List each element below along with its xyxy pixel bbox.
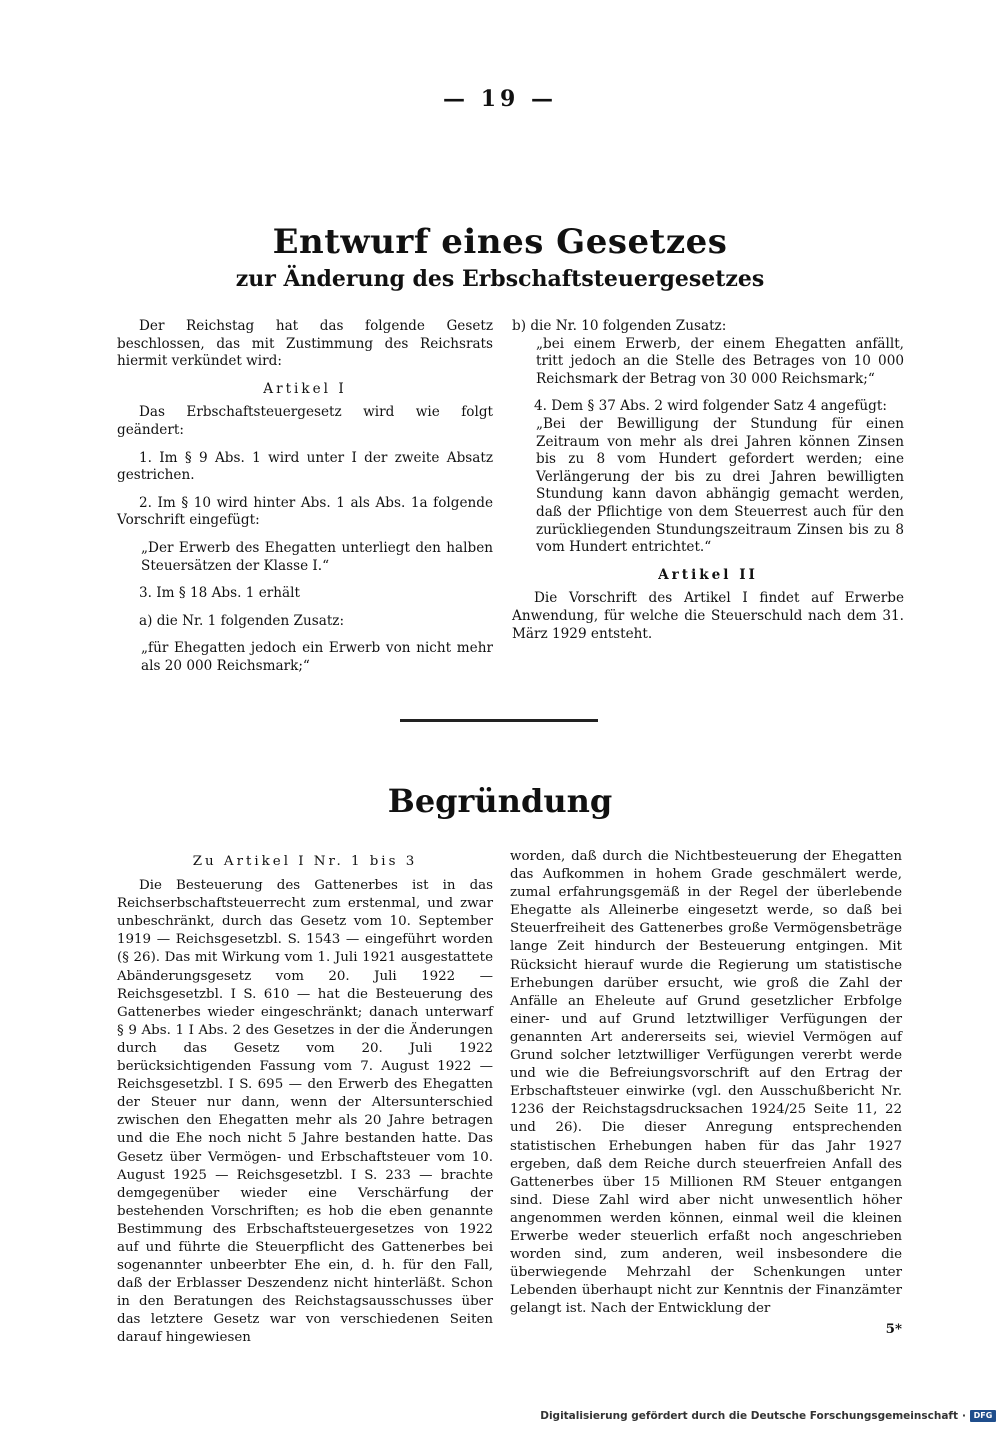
article-1-item-2-quote: „Der Erwerb des Ehegatten unterliegt den halben Steuersätzen der Klasse I.“ bbox=[141, 539, 493, 574]
section-divider bbox=[400, 719, 598, 722]
article-1-item-3a: a) die Nr. 1 folgenden Zusatz: bbox=[139, 612, 345, 629]
dfg-logo-icon: DFG bbox=[970, 1410, 996, 1422]
section-title: Begründung bbox=[387, 782, 613, 820]
draft-right-column bbox=[512, 318, 904, 643]
footer-text: Digitalisierung gefördert durch die Deutsche Forschungsgemeinschaft bbox=[540, 1410, 958, 1422]
article-2-heading: Artikel II bbox=[658, 566, 758, 583]
sheet-signature: 5* bbox=[885, 1321, 902, 1338]
article-1-item-3a-quote: „für Ehegatten jedoch ein Erwerb von nicht mehr als 20 000 Reichsmark;“ bbox=[141, 640, 493, 674]
article-1-item-3b-quote: „bei einem Erwerb, der einem Ehegatten anfällt, tritt jedoch an die Stelle des Betrages von 10 000 Reichsmark der Betrag von 30 000 Reichsmark;“ bbox=[536, 335, 904, 387]
reasoning-text-left: Die Besteuerung des Gattenerbes ist in das Reichserbschaftsteuerrecht zum erstenmal, und zwar unbeschränkt, durch das Gesetz vom 10. September 1919 — Reichsgesetzbl. S. 1543 — eingeführt worden (§ 26). Das mit Wirkung vom 1. Juli 1921 ausgestattete Abänderungsgesetz vom 20. Juli 1922 — Reichsgesetzbl. I S. 610 — hat die Besteuerung des Gattenerbes wieder eingeschränkt; danach unterwarf § 9 Abs. 1 I Abs. 2 des Gesetzes in der die Änderungen durch das Gesetz vom 20. Juli 1922 berücksichtigenden Fassung vom 7. August 1922 — Reichsgesetzbl. I S. 695 — den Erwerb des Ehegatten der Steuer nur dann, wenn der Altersunterschied zwischen den Ehegatten mehr als 20 Jahre betragen und die Ehe noch nicht 5 Jahre bestanden hatte. Das Gesetz über Vermögen- und Erbschaftsteuer vom 10. August 1925 — Reichsgesetzbl. I S. 233 — brachte demgegenüber wieder eine Verschärfung der bestehenden Vorschriften; es hob die eben genannte Bestimmung des Erbschaftsteuergesetzes von 1922 auf und führte die Steuerpflicht des Gattenerbes bei sogenannter unbeerbter Ehe ein, d. h. für den Fall, daß der Erblasser Deszendenz nicht hinterläßt. Schon in den Beratungen des Reichstagsausschusses über das letztere Gesetz war von verschiedenen Seiten darauf hingewiesen bbox=[117, 878, 493, 1346]
article-1-intro: Das Erbschaftsteuergesetz wird wie folgt geändert: bbox=[117, 404, 493, 438]
article-2-text: Die Vorschrift des Artikel I findet auf Erwerbe Anwendung, für welche die Steuerschuld nach dem 31. März 1929 entsteht. bbox=[512, 590, 904, 642]
article-1-item-1: 1. Im § 9 Abs. 1 wird unter I der zweite Absatz gestrichen. bbox=[117, 449, 493, 484]
reasoning-heading: Zu Artikel I Nr. 1 bis 3 bbox=[192, 854, 418, 869]
document-title: Entwurf eines Gesetzes bbox=[272, 222, 728, 262]
article-1-heading: Artikel I bbox=[263, 380, 347, 397]
document-subtitle: zur Änderung des Erbschaftsteuergesetzes bbox=[235, 266, 765, 292]
article-1-item-3: 3. Im § 18 Abs. 1 erhält bbox=[139, 585, 300, 602]
digitization-footer: Digitalisierung gefördert durch die Deutsche Forschungsgemeinschaft · DFG bbox=[540, 1410, 996, 1422]
page-number: — 19 — bbox=[443, 86, 557, 112]
enactment-clause: Der Reichstag hat das folgende Gesetz beschlossen, das mit Zustimmung des Reichsrats hiermit verkündet wird: bbox=[117, 318, 493, 370]
reasoning-text-right: worden, daß durch die Nichtbesteuerung der Ehegatten das Aufkommen in hohem Grade geschmälert werde, zumal erfahrungsgemäß in der Regel der überlebende Ehegatte als Alleinerbe eingesetzt werde, so daß bei Steuerfreiheit des Gattenerbes große Vermögensbeträge lange Zeit hindurch der Besteuerung entgingen. Mit Rücksicht hierauf wurde die Regierung um statistische Erhebungen darüber ersucht, wie groß die Zahl der Anfälle an Eheleute auf Grund gesetzlicher Erbfolge einer- und auf Grund letztwilliger Verfügungen der genannten Art andererseits sei, wieviel Vermögen auf Grund solcher letztwilliger Verfügungen vererbt werde und wie die Befreiungsvorschrift auf den Ertrag der Erbschaftsteuer einwirke (vgl. den Ausschußbericht Nr. 1236 der Reichstagsdrucksachen 1924/25 Seite 11, 22 und 26). Die dieser Anregung entsprechenden statistischen Erhebungen haben für das Jahr 1927 ergeben, daß dem Reiche durch steuerfreien Anfall des Gattenerbes über 15 Millionen RM Steuer entgangen sind. Diese Zahl wird aber nicht unwesentlich höher angenommen werden können, einmal weil die kleinen Erwerbe weder steuerlich erfaßt noch angeschrieben worden sind, zum anderen, weil insbesondere die überwiegende Mehrzahl der Schenkungen unter Lebenden überhaupt nicht zur Kenntnis der Finanzämter gelangt ist. Nach der Entwicklung der bbox=[510, 849, 902, 1317]
article-1-item-3b: b) die Nr. 10 folgenden Zusatz: bbox=[512, 318, 727, 334]
draft-left-column bbox=[117, 318, 493, 676]
reasoning-left-column bbox=[117, 843, 493, 1348]
article-1-item-4: 4. Dem § 37 Abs. 2 wird folgender Satz 4 angefügt: bbox=[534, 398, 887, 415]
reasoning-right-column bbox=[510, 848, 902, 1339]
article-1-item-4-quote: „Bei der Bewilligung der Stundung für einen Zeitraum von mehr als drei Jahren können Zinsen bis zu 8 vom Hundert gefordert werden; eine Verlängerung der bis zu drei Jahren bewilligten Stundung kann davon abhängig gemacht werden, daß der Pflichtige von dem Steuerrest auch für den zurückliegenden Stundungszeitraum Zinsen bis zu 8 vom Hundert entrichtet.“ bbox=[536, 415, 904, 556]
article-1-item-2: 2. Im § 10 wird hinter Abs. 1 als Abs. 1a folgende Vorschrift eingefügt: bbox=[117, 494, 493, 529]
